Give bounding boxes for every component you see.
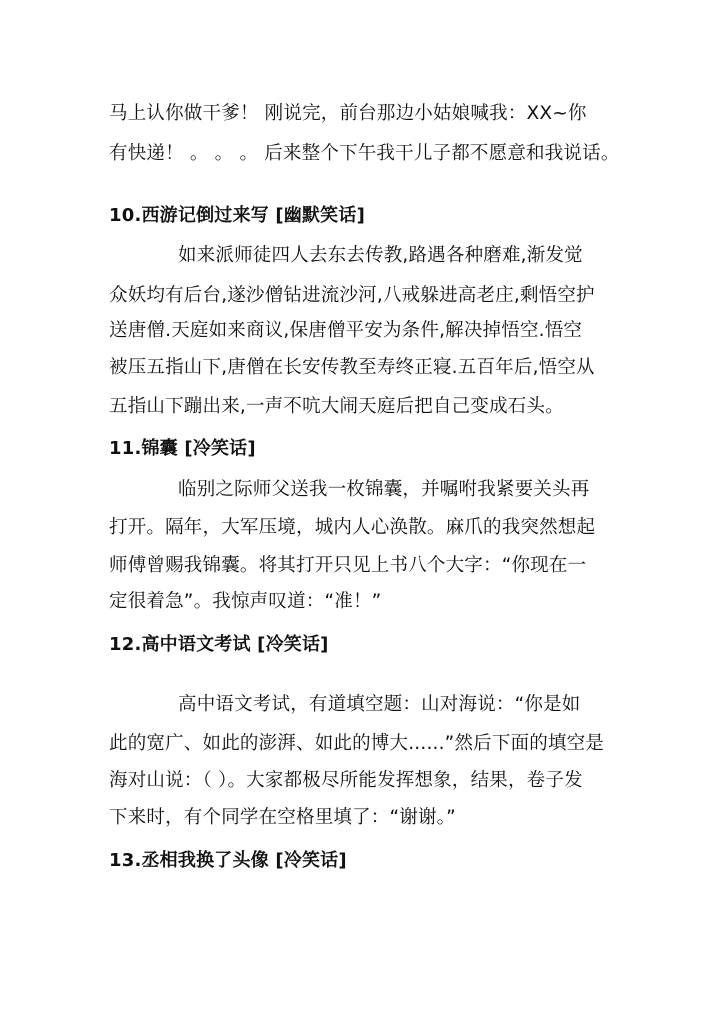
body-text-line: 定很着急”。我惊声叹道：“准！” — [109, 591, 382, 612]
body-text-line: 海对山说：（ ）。大家都极尽所能发挥想象，结果，卷子发 — [109, 770, 583, 791]
body-text-line: 五指山下蹦出来,一声不吭大闹天庭后把自己变成石头。 — [109, 396, 564, 417]
section-heading-10: 10.西游记倒过来写 [幽默笑话] — [109, 205, 366, 226]
body-text-line: 被压五指山下,唐僧在长安传教至寿终正寝.五百年后,悟空从 — [109, 357, 595, 378]
body-text-line: 众妖均有后台,遂沙僧钻进流沙河,八戒躲进高老庄,剩悟空护 — [109, 285, 595, 306]
section-heading-12: 12.高中语文考试 [冷笑话] — [109, 634, 329, 655]
body-text-line: 师傅曾赐我锦囊。将其打开只见上书八个大字：“你现在一 — [109, 555, 587, 576]
body-text-line: 马上认你做干爹！ 刚说完，前台那边小姑娘喊我：XX~你 — [109, 103, 587, 124]
body-text-line: 高中语文考试，有道填空题：山对海说：“你是如 — [178, 694, 581, 715]
body-text-line: 此的宽广、如此的澎湃、如此的博大......”然后下面的填空是 — [109, 733, 605, 754]
body-text-line: 如来派师徒四人去东去传教,路遇各种磨难,渐发觉 — [178, 245, 583, 266]
body-text-line: 下来时，有个同学在空格里填了：“谢谢。” — [109, 807, 456, 828]
body-text-line: 打开。隔年，大军压境，城内人心涣散。麻爪的我突然想起 — [109, 517, 596, 538]
body-text-line: 送唐僧.天庭如来商议,保唐僧平安为条件,解决掉悟空.悟空 — [109, 320, 583, 341]
section-heading-11: 11.锦囊 [冷笑话] — [109, 438, 256, 459]
section-heading-13: 13.丞相我换了头像 [冷笑话] — [109, 850, 347, 871]
body-text-line: 有快递！ 。 。 。 后来整个下午我干儿子都不愿意和我说话。 — [109, 143, 620, 164]
body-text-line: 临别之际师父送我一枚锦囊，并嘱咐我紧要关头再 — [178, 479, 590, 500]
